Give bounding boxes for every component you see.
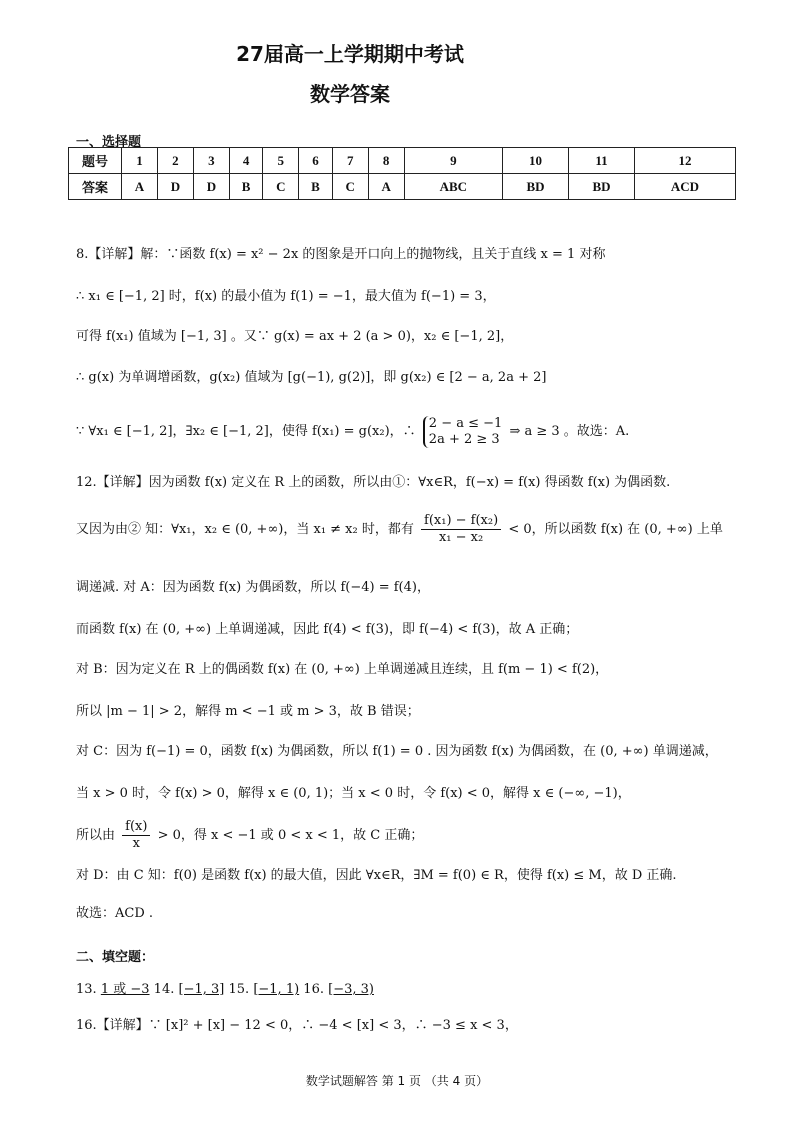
system-line-1: 2 − a ≤ −1 [428, 415, 503, 431]
table-cell: D [157, 174, 193, 200]
q15-number: 15. [228, 982, 250, 997]
fraction-numerator: f(x₁) − f(x₂) [421, 513, 501, 530]
q16-answer: [−3, 3) [328, 982, 374, 997]
q12-line-9 [76, 818, 423, 854]
table-cell: ABC [404, 174, 502, 200]
fraction-denominator: x [132, 836, 140, 851]
table-cell: BD [569, 174, 635, 200]
q8-line-5-text: ∵ ∀x₁ ∈ [−1, 2]，∃x₂ ∈ [−1, 2]，使得 f(x₁) = g(x₂)，∴ [76, 424, 416, 439]
q12-line-2 [76, 512, 723, 548]
q12-line-7: 对 C：因为 f(−1) = 0，函数 f(x) 为偶函数，所以 f(1) = 0 . 因为函数 f(x) 为偶函数，在 (0, +∞) 单调递减， [76, 744, 718, 759]
table-cell: 12 [634, 148, 735, 174]
q8-line-1: 8.【详解】解：∵函数 f(x) = x² − 2x 的图象是开口向上的抛物线，且关于直线 x = 1 对称 [76, 247, 606, 262]
q8-line-4: ∴ g(x) 为单调增函数，g(x₂) 值域为 [g(−1), g(2)]，即 g(x₂) ∈ [2 − a, 2a + 2] [76, 370, 547, 385]
q14-answer: [−1, 3] [178, 982, 225, 997]
q8-line-5-conclusion: ⇒ a ≥ 3 。故选：A. [509, 424, 630, 439]
q8-line-2: ∴ x₁ ∈ [−1, 2] 时，f(x) 的最小值为 f(1) = −1，最大值为 f(−1) = 3， [76, 289, 496, 304]
table-cell: A [368, 174, 404, 200]
table-cell: 6 [299, 148, 332, 174]
page-subtitle: 数学答案 [310, 82, 390, 106]
system-brace [423, 416, 503, 448]
table-cell: 11 [569, 148, 635, 174]
table-row-numbers [69, 148, 736, 174]
table-cell: 10 [503, 148, 569, 174]
q12-line-3: 调递减. 对 A：因为函数 f(x) 为偶函数，所以 f(−4) = f(4)， [76, 580, 430, 595]
q8-line-3: 可得 f(x₁) 值域为 [−1, 3] 。又∵ g(x) = ax + 2 (a > 0)，x₂ ∈ [−1, 2]， [76, 329, 514, 344]
answer-table [68, 147, 736, 200]
q12-line-6: 所以 |m − 1| > 2，解得 m < −1 或 m > 3，故 B 错误； [76, 704, 420, 719]
table-cell: 2 [157, 148, 193, 174]
table-row-answers [69, 174, 736, 200]
table-cell: ACD [634, 174, 735, 200]
table-cell: 4 [229, 148, 262, 174]
table-cell: C [332, 174, 368, 200]
q8-line-5 [76, 414, 629, 450]
fill-answers [76, 980, 374, 1000]
fraction [421, 513, 501, 546]
fraction-numerator: f(x) [122, 819, 150, 836]
page-title: 27届高一上学期期中考试 [236, 42, 464, 66]
table-cell: A [122, 174, 158, 200]
q12-line-2-text: 又因为由② 知：∀x₁，x₂ ∈ (0, +∞)，当 x₁ ≠ x₂ 时，都有 [76, 522, 414, 537]
system-line-2: 2a + 2 ≥ 3 [428, 431, 500, 447]
table-header-cell: 答案 [69, 174, 122, 200]
table-cell: B [299, 174, 332, 200]
table-cell: BD [503, 174, 569, 200]
q16-number: 16. [303, 982, 324, 997]
q12-line-9-rest: > 0，得 x < −1 或 0 < x < 1，故 C 正确； [157, 828, 424, 843]
q12-line-10: 对 D：由 C 知：f(0) 是函数 f(x) 的最大值，因此 ∀x∈R，∃M = f(0) ∈ R，使得 f(x) ≤ M，故 D 正确. [76, 868, 677, 883]
q12-line-8: 当 x > 0 时，令 f(x) > 0，解得 x ∈ (0, 1)；当 x < 0 时，令 f(x) < 0，解得 x ∈ (−∞, −1)， [76, 786, 631, 801]
table-header-cell: 题号 [69, 148, 122, 174]
page-footer: 数学试题解答 第 1 页 （共 4 页） [305, 1074, 489, 1088]
table-cell: 3 [193, 148, 229, 174]
q12-line-2-rest: < 0，所以函数 f(x) 在 (0, +∞) 上单 [508, 522, 723, 537]
q12-line-9-text: 所以由 [76, 828, 116, 843]
table-cell: C [263, 174, 299, 200]
table-cell: D [193, 174, 229, 200]
q16-line: 16.【详解】∵ [x]² + [x] − 12 < 0，∴ −4 < [x] < 3，∴ −3 ≤ x < 3， [76, 1018, 518, 1033]
q12-line-1: 12.【详解】因为函数 f(x) 定义在 R 上的函数，所以由①：∀x∈R，f(−x) = f(x) 得函数 f(x) 为偶函数. [76, 475, 671, 490]
q13-answer: 1 或 −3 [100, 982, 150, 997]
fraction-denominator: x₁ − x₂ [438, 530, 484, 545]
q14-number: 14. [153, 982, 175, 997]
q13-number: 13. [76, 982, 97, 997]
table-cell: 8 [368, 148, 404, 174]
q12-line-4: 而函数 f(x) 在 (0, +∞) 上单调递减，因此 f(4) < f(3)，即 f(−4) < f(3)，故 A 正确； [76, 622, 579, 637]
q12-line-5: 对 B：因为定义在 R 上的偶函数 f(x) 在 (0, +∞) 上单调递减且连续，且 f(m − 1) < f(2)， [76, 662, 609, 677]
section-choice-heading: 一、选择题 [76, 135, 142, 150]
table-cell: 1 [122, 148, 158, 174]
q12-line-11: 故选：ACD . [76, 906, 154, 921]
table-cell: B [229, 174, 262, 200]
fraction [122, 819, 150, 852]
table-cell: 7 [332, 148, 368, 174]
table-cell: 5 [263, 148, 299, 174]
table-cell: 9 [404, 148, 502, 174]
q15-answer: [−1, 1) [253, 982, 300, 997]
section-fill-heading: 二、填空题： [76, 950, 155, 965]
